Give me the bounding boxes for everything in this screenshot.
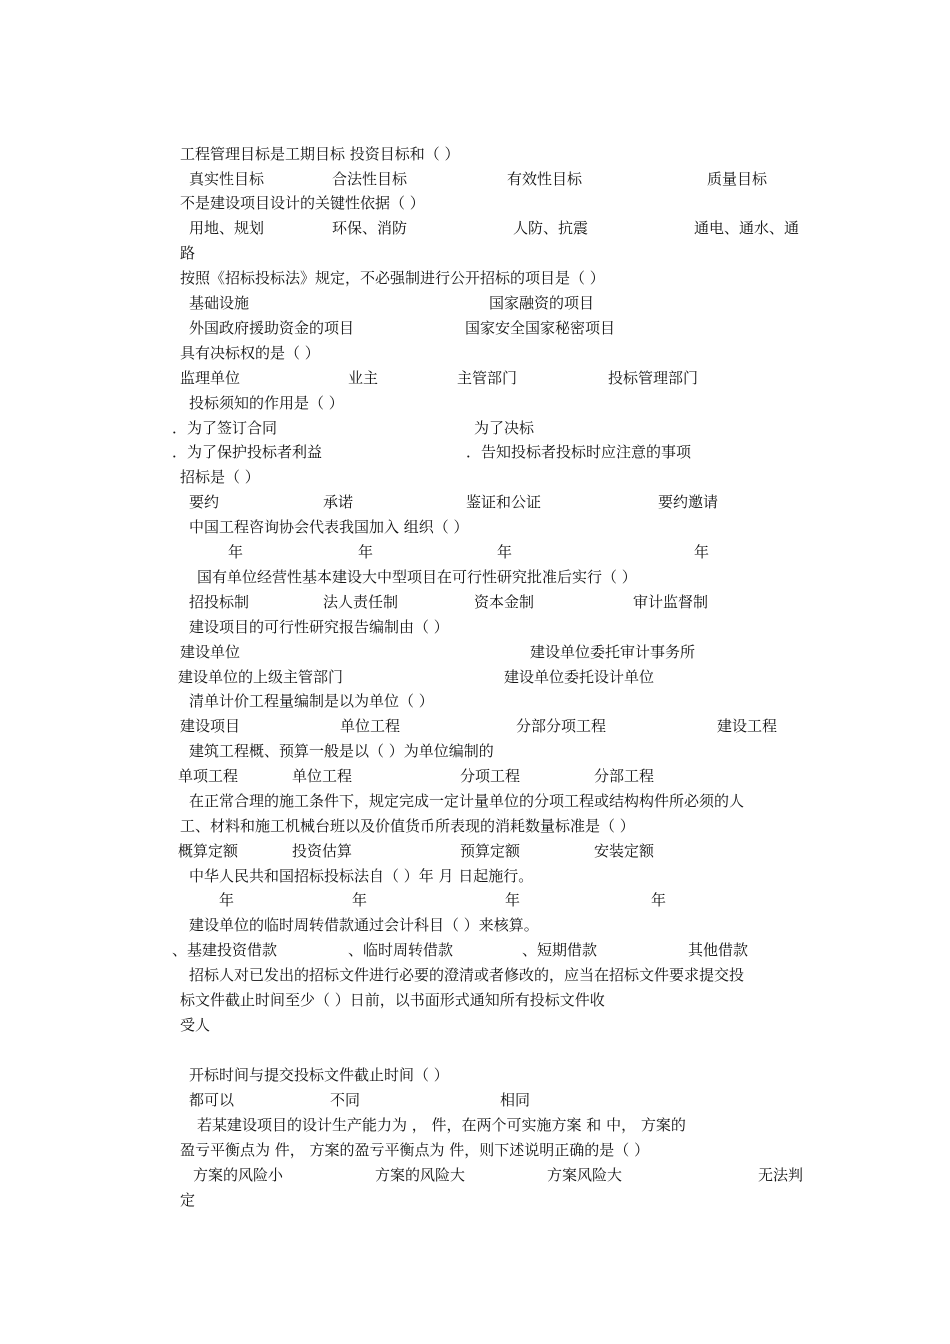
- option-a: 建设单位: [180, 643, 241, 661]
- question-4-options: [0, 368, 950, 392]
- question-13-options: [0, 890, 950, 914]
- question-2: [0, 193, 950, 217]
- option-b: 环保、消防: [332, 219, 408, 237]
- question-stem: 若某建设项目的设计生产能力为 ， 件，在两个可实施方案 和 中， 方案的: [197, 1116, 686, 1134]
- option-d: 要约邀请: [658, 493, 719, 511]
- question-15: [0, 965, 950, 989]
- question-7: [0, 517, 950, 541]
- question-17: [0, 1115, 950, 1139]
- question-stem: 工程管理目标是工期目标 投资目标和（ ）: [180, 145, 460, 163]
- option-d: ．告知投标者投标时应注意的事项: [466, 443, 692, 461]
- option-a: 基础设施: [189, 294, 250, 312]
- option-d: 年: [694, 543, 710, 561]
- question-stem-continued: 标文件截止时间至少（ ）日前，以书面形式通知所有投标文件收: [180, 991, 605, 1009]
- question-17-wrap: [0, 1190, 950, 1214]
- option-c: 人防、抗震: [513, 219, 589, 237]
- option-d: 国家安全国家秘密项目: [465, 319, 616, 337]
- option-a: 都可以: [189, 1091, 235, 1109]
- option-b: 、临时周转借款: [348, 941, 454, 959]
- question-stem: 清单计价工程量编制是以为单位（ ）: [189, 692, 434, 710]
- question-2-options: [0, 218, 950, 242]
- option-continuation: 路: [180, 244, 196, 262]
- question-17-options: [0, 1165, 950, 1189]
- question-9: [0, 617, 950, 641]
- question-12: [0, 791, 950, 815]
- option-a: ．为了签订合同: [172, 419, 278, 437]
- option-c: 、短期借款: [522, 941, 598, 959]
- question-8-options: [0, 592, 950, 616]
- option-b: 年: [358, 543, 374, 561]
- option-c: 年: [497, 543, 513, 561]
- option-c: ．为了保护投标者利益: [172, 443, 323, 461]
- option-b: 合法性目标: [332, 170, 408, 188]
- question-14-options: [0, 940, 950, 964]
- question-5-options-row2: [0, 442, 950, 466]
- option-a: 真实性目标: [189, 170, 265, 188]
- option-d: 建设单位委托设计单位: [504, 668, 655, 686]
- option-a: 方案的风险小: [193, 1166, 284, 1184]
- question-2-wrap: [0, 243, 950, 267]
- question-stem: 建设项目的可行性研究报告编制由（ ）: [189, 618, 449, 636]
- question-stem: 不是建设项目设计的关键性依据（ ）: [180, 194, 425, 212]
- option-a: 监理单位: [180, 369, 241, 387]
- option-c: 相同: [500, 1091, 531, 1109]
- option-b: 年: [352, 891, 368, 909]
- option-d: 投标管理部门: [608, 369, 699, 387]
- question-stem-continued: 工、材料和施工机械台班以及价值货币所表现的消耗数量标准是（ ）: [180, 817, 635, 835]
- option-d: 其他借款: [688, 941, 749, 959]
- question-stem: 招标是（ ）: [180, 468, 260, 486]
- option-b: 方案的风险大: [375, 1166, 466, 1184]
- question-4: [0, 343, 950, 367]
- option-c: 主管部门: [457, 369, 518, 387]
- question-16-options: [0, 1090, 950, 1114]
- option-d: 通电、通水、通: [694, 219, 800, 237]
- question-stem: 开标时间与提交投标文件截止时间（ ）: [189, 1066, 449, 1084]
- question-stem: 在正常合理的施工条件下，规定完成一定计量单位的分项工程或结构构件所必须的人: [189, 792, 745, 810]
- question-17-line2: [0, 1140, 950, 1164]
- question-stem: 建设单位的临时周转借款通过会计科目（ ）来核算。: [189, 916, 539, 934]
- question-16: [0, 1065, 950, 1089]
- question-11-options: [0, 766, 950, 790]
- question-9-options-row2: [0, 667, 950, 691]
- question-stem: 招标人对已发出的招标文件进行必要的澄清或者修改的，应当在招标文件要求提交投: [189, 966, 745, 984]
- question-stem: 中国工程咨询协会代表我国加入 组织（ ）: [189, 518, 469, 536]
- question-10-options: [0, 716, 950, 740]
- question-1: [0, 144, 950, 168]
- question-15-line2: [0, 990, 950, 1014]
- option-a: 年: [228, 543, 244, 561]
- option-c: 资本金制: [474, 593, 535, 611]
- option-b: 单位工程: [340, 717, 401, 735]
- question-stem: 投标须知的作用是（ ）: [189, 394, 344, 412]
- option-d: 年: [651, 891, 667, 909]
- option-c: 预算定额: [460, 842, 521, 860]
- option-c: 方案风险大: [547, 1166, 623, 1184]
- option-c: 有效性目标: [507, 170, 583, 188]
- question-11: [0, 741, 950, 765]
- question-5-options-row1: [0, 418, 950, 442]
- option-d: 审计监督制: [633, 593, 709, 611]
- option-a: 用地、规划: [189, 219, 265, 237]
- option-c: 年: [505, 891, 521, 909]
- question-15-line3: [0, 1015, 950, 1039]
- question-stem: 具有决标权的是（ ）: [180, 344, 320, 362]
- option-a: 概算定额: [178, 842, 239, 860]
- question-1-options: [0, 169, 950, 193]
- option-b: 业主: [348, 369, 379, 387]
- option-d: 分部工程: [594, 767, 655, 785]
- question-3-options-row2: [0, 318, 950, 342]
- option-a: 要约: [189, 493, 220, 511]
- option-b: 为了决标: [474, 419, 535, 437]
- question-13: [0, 866, 950, 890]
- question-stem-continued: 盈亏平衡点为 件， 方案的盈亏平衡点为 件，则下述说明正确的是（ ）: [180, 1141, 650, 1159]
- question-7-options: [0, 542, 950, 566]
- question-6-options: [0, 492, 950, 516]
- option-a: 招投标制: [189, 593, 250, 611]
- option-c: 外国政府援助资金的项目: [189, 319, 355, 337]
- option-b: 投资估算: [292, 842, 353, 860]
- option-d: 无法判: [758, 1166, 804, 1184]
- option-a: 单项工程: [178, 767, 239, 785]
- option-d: 建设工程: [717, 717, 778, 735]
- option-d: 安装定额: [594, 842, 655, 860]
- question-stem: 建筑工程概、预算一般是以（ ）为单位编制的: [189, 742, 494, 760]
- question-stem-continued: 受人: [180, 1016, 211, 1034]
- option-b: 不同: [330, 1091, 361, 1109]
- option-continuation: 定: [180, 1191, 196, 1209]
- question-8: [0, 567, 950, 591]
- question-stem: 国有单位经营性基本建设大中型项目在可行性研究批准后实行（ ）: [197, 568, 637, 586]
- question-stem: 按照《招标投标法》规定，不必强制进行公开招标的项目是（ ）: [180, 269, 605, 287]
- option-c: 鉴证和公证: [466, 493, 542, 511]
- option-b: 单位工程: [292, 767, 353, 785]
- option-a: 、基建投资借款: [172, 941, 278, 959]
- question-12-line2: [0, 816, 950, 840]
- question-14: [0, 915, 950, 939]
- option-c: 分项工程: [460, 767, 521, 785]
- option-b: 法人责任制: [323, 593, 399, 611]
- option-b: 国家融资的项目: [489, 294, 595, 312]
- option-b: 承诺: [323, 493, 354, 511]
- option-a: 建设项目: [180, 717, 241, 735]
- question-6: [0, 467, 950, 491]
- option-d: 质量目标: [707, 170, 768, 188]
- question-stem: 中华人民共和国招标投标法自（ ）年 月 日起施行。: [189, 867, 534, 885]
- option-b: 建设单位委托审计事务所: [530, 643, 696, 661]
- option-c: 建设单位的上级主管部门: [178, 668, 344, 686]
- question-3: [0, 268, 950, 292]
- question-12-options: [0, 841, 950, 865]
- question-10: [0, 691, 950, 715]
- question-5: [0, 393, 950, 417]
- option-a: 年: [219, 891, 235, 909]
- question-9-options-row1: [0, 642, 950, 666]
- question-3-options-row1: [0, 293, 950, 317]
- option-c: 分部分项工程: [516, 717, 607, 735]
